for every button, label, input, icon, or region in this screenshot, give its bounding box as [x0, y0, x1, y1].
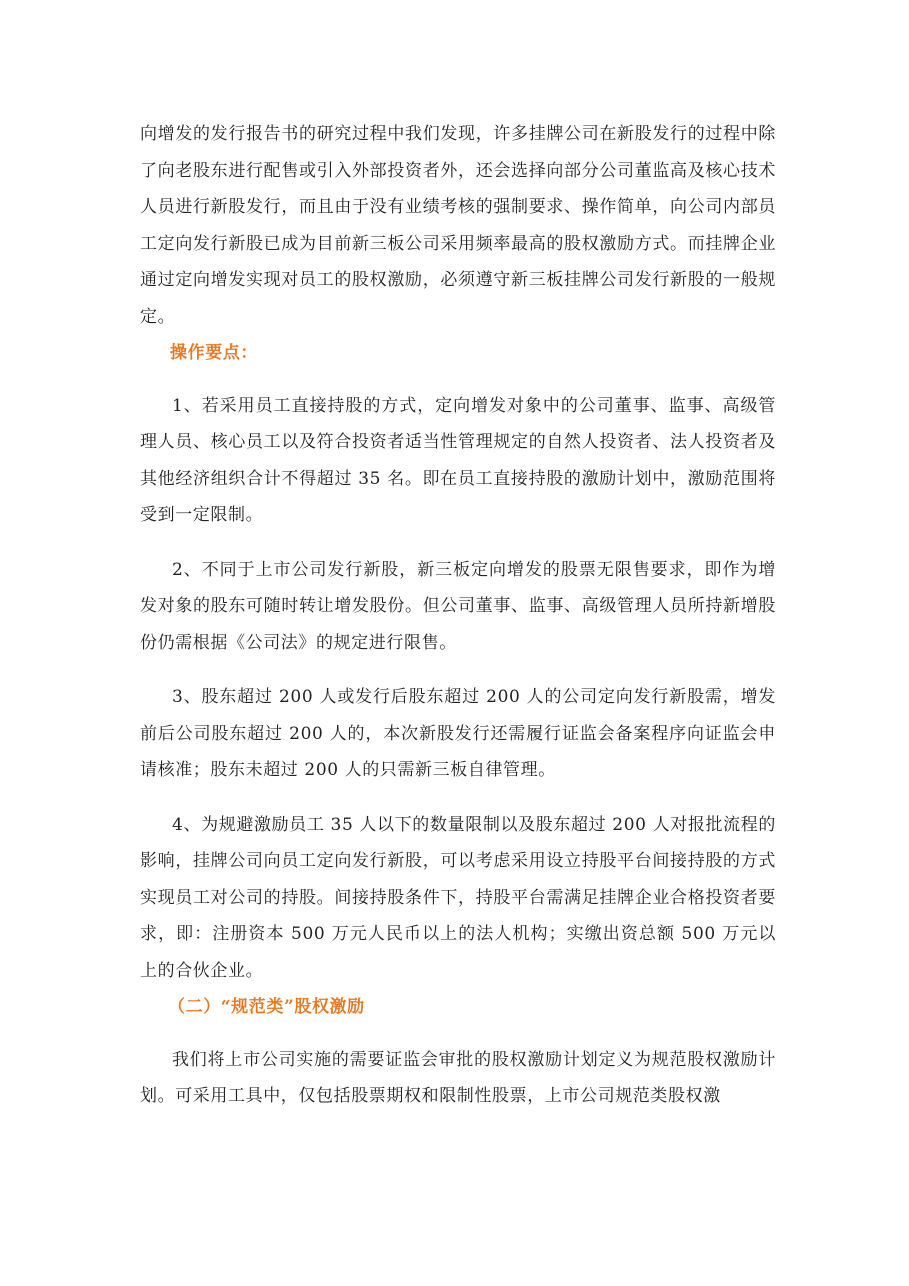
point-2-paragraph: 2、不同于上市公司发行新股，新三板定向增发的股票无限售要求，即作为增发对象的股东可随时转让增发股份。但公司董事、监事、高级管理人员所持新增股份仍需根据《公司法》的规定进行限售。 [140, 559, 776, 653]
point-1-paragraph: 1、若采用员工直接持股的方式，定向增发对象中的公司董事、监事、高级管理人员、核心员工以及符合投资者适当性管理规定的自然人投资者、法人投资者及其他经济组织合计不得超过 35 名。即在员工直接持股的激励计划中，激励范围将受到一定限制。 [140, 395, 776, 525]
section-2-paragraph: 我们将上市公司实施的需要证监会审批的股权激励计划定义为规范股权激励计划。可采用工具中，仅包括股票期权和限制性股票，上市公司规范类股权激 [140, 1049, 776, 1106]
point-3-paragraph: 3、股东超过 200 人或发行后股东超过 200 人的公司定向发行新股需，增发前后公司股东超过 200 人的，本次新股发行还需履行证监会备案程序向证监会申请核准；股东未超过 200 人的只需新三板自律管理。 [140, 687, 776, 780]
key-points-heading: 操作要点： [170, 343, 258, 363]
section-2-heading: （二）“规范类”股权激励 [168, 997, 365, 1017]
intro-paragraph: 向增发的发行报告书的研究过程中我们发现，许多挂牌公司在新股发行的过程中除了向老股东进行配售或引入外部投资者外，还会选择向部分公司董监高及核心技术人员进行新股发行，而且由于没有业绩考核的强制要求、操作简单，向公司内部员工定向发行新股已成为目前新三板公司采用频率最高的股权激励方式。而挂牌企业通过定向增发实现对员工的股权激励，必须遵守新三板挂牌公司发行新股的一般规定。 [140, 124, 776, 327]
document-body [140, 116, 776, 1115]
point-4-paragraph: 4、为规避激励员工 35 人以下的数量限制以及股东超过 200 人对报批流程的影响，挂牌公司向员工定向发行新股，可以考虑采用设立持股平台间接持股的方式实现员工对公司的持股。间接持股条件下，持股平台需满足挂牌企业合格投资者要求，即：注册资本 500 万元人民币以上的法人机构；实缴出资总额 500 万元以上的合伙企业。 [140, 814, 776, 981]
